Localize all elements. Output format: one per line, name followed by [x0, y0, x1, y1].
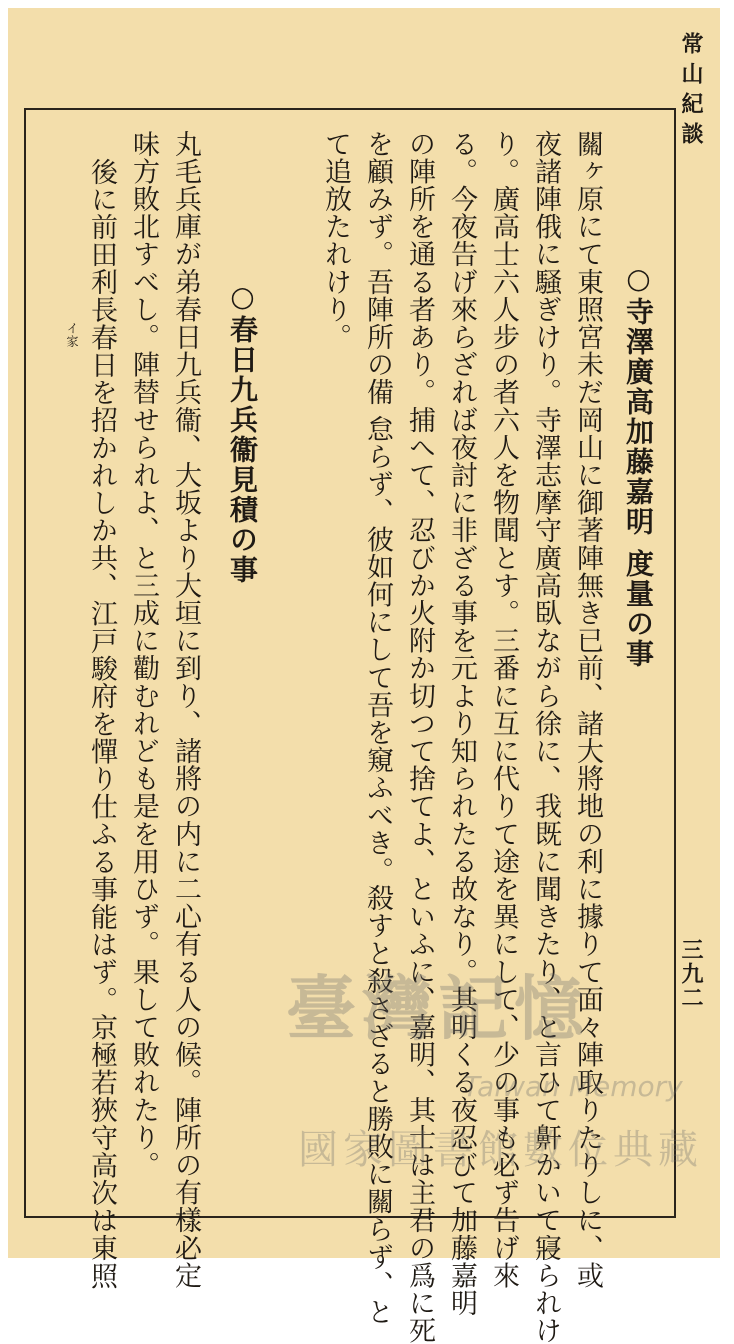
body-line: の陣所を通る者あり。捕へて、忍びか火附か切つて捨てよ、といふに、嘉明、其士は主君の爲に死 — [404, 130, 435, 1344]
body-line: り。廣高士六人步の者六人を物聞とす。三番に互に代りて途を異にして、少の事も必ず告げ來 — [488, 130, 519, 1290]
watermark-english: Taiwan Memory — [463, 1070, 683, 1103]
page-number: 三九二 — [678, 938, 704, 1010]
book-page — [8, 8, 720, 1344]
body-line: 丸毛兵庫が弟春日九兵衞、大坂より大垣に到り、諸將の内に二心有る人の候。陣所の有樣必定 — [170, 130, 201, 1290]
body-line: て追放たれけり。 — [320, 130, 351, 351]
body-line: 味方敗北すべし。陣替せられよ、と三成に勸むれども是を用ひず。果して敗れたり。 — [128, 130, 159, 1179]
body-line: 後に前田利長春日を招かれしか共、江戸駿府を憚り仕ふる事能はず。京極若狹守高次は東照 — [86, 158, 117, 1290]
body-line: 關ヶ原にて東照宮未だ岡山に御著陣無き已前、諸大將地の利に據りて面々陣取りたりしに、或 — [572, 130, 603, 1290]
text-frame — [24, 108, 676, 1344]
section-heading-terasawa: ○寺澤廣高加藤嘉明 度量の事 — [622, 262, 655, 669]
body-line: 夜諸陣俄に騒ぎけり。寺澤志摩守廣高臥ながら徐に、我既に聞きたり、と言ひて鼾かいて寢られけ — [530, 130, 561, 1344]
watermark-logo: 臺灣記憶 — [286, 968, 590, 1050]
section-heading-kasuga: ○春日九兵衞見積の事 — [226, 280, 259, 585]
running-title: 常山紀談 — [678, 32, 704, 152]
body-line: る。今夜告げ來らざれば夜討に非ざる事を元より知られたる故なり。其明くる夜忍びて加藤嘉明 — [446, 130, 477, 1317]
variant-annotation: イ家 — [65, 322, 79, 348]
body-line: を顧みず。吾陣所の備 怠らず、彼如何にして吾を窺ふべき。殺すと殺さざると勝敗に關らず、と — [362, 130, 393, 1326]
watermark-chinese: 國家圖書館數位典藏 — [298, 1127, 703, 1173]
